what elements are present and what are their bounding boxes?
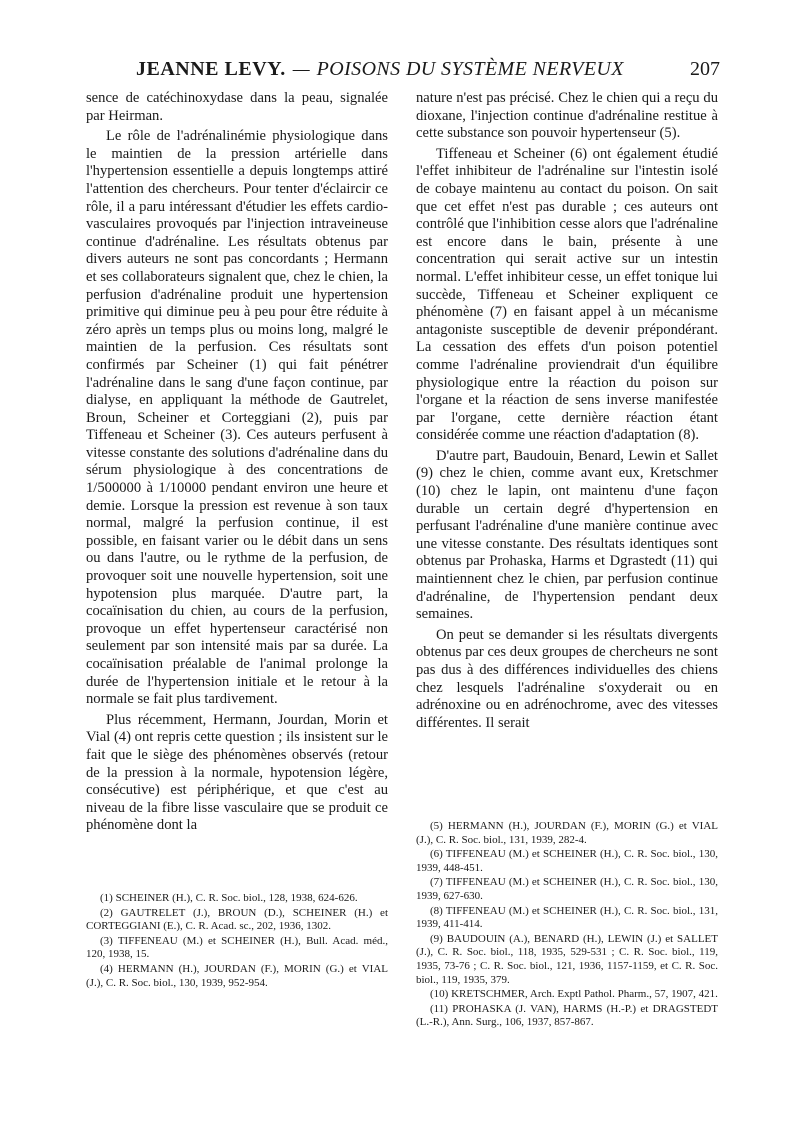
footnote: (2) GAUTRELET (J.), BROUN (D.), SCHEINER (H.) et CORTEGGIANI (E.), C. R. Acad. sc., 202, 1936, 1302. bbox=[86, 906, 388, 933]
header-title: POISONS DU SYSTÈME NERVEUX bbox=[316, 58, 624, 80]
left-column bbox=[86, 90, 388, 835]
page-number: 207 bbox=[690, 58, 720, 80]
header-author: JEANNE LEVY. bbox=[136, 58, 286, 80]
left-footnotes bbox=[86, 892, 388, 990]
paragraph: sence de catéchinoxydase dans la peau, signalée par Heirman. bbox=[86, 90, 388, 124]
footnote: (10) KRETSCHMER, Arch. Exptl Pathol. Pharm., 57, 1907, 421. bbox=[430, 988, 718, 1001]
footnote: (4) HERMANN (H.), JOURDAN (F.), MORIN (G.) et VIAL (J.), C. R. Soc. biol., 130, 1939, 952-954. bbox=[86, 962, 388, 989]
footnote: (9) BAUDOUIN (A.), BENARD (H.), LEWIN (J.) et SALLET (J.), C. R. Soc. biol., 118, 1935, 529-531 ; C. R. Soc. biol., 119, 1935, 73-76 ; C. R. Soc. biol., 121, 1936, 1157-1159, et C. R. Soc. biol., 119, 1935, 379. bbox=[416, 932, 718, 986]
footnote: (1) SCHEINER (H.), C. R. Soc. biol., 128, 1938, 624-626. bbox=[100, 892, 358, 904]
footnote: (6) TIFFENEAU (M.) et SCHEINER (H.), C. R. Soc. biol., 130, 1939, 448-451. bbox=[416, 848, 718, 874]
footnote: (11) PROHASKA (J. VAN), HARMS (H.-P.) et DRAGSTEDT (L.-R.), Ann. Surg., 106, 1937, 857-867. bbox=[416, 1002, 718, 1029]
header-separator: — bbox=[292, 59, 310, 80]
paragraph: On peut se demander si les résultats divergents obtenus par ces deux groupes de chercheurs ne sont pas dus à des différences individuelles des chiens chez lesquels l'adrénaline s'oxyderait ou en adrénoxine ou en adrénochrome, avec des vitesses différentes. Il serait bbox=[416, 626, 718, 731]
right-footnotes bbox=[416, 820, 718, 1030]
running-header bbox=[136, 58, 720, 81]
footnote: (3) TIFFENEAU (M.) et SCHEINER (H.), Bull. Acad. méd., 120, 1938, 15. bbox=[86, 934, 388, 961]
footnote: (5) HERMANN (H.), JOURDAN (F.), MORIN (G.) et VIAL (J.), C. R. Soc. biol., 131, 1939, 282-4. bbox=[416, 820, 718, 846]
footnote: (8) TIFFENEAU (M.) et SCHEINER (H.), C. R. Soc. biol., 131, 1939, 411-414. bbox=[416, 904, 718, 931]
paragraph: Plus récemment, Hermann, Jourdan, Morin et Vial (4) ont repris cette question ; ils insistent sur le fait que le siège des phénomènes observés (retour de la pression à la normale, hypotension légère, consécutive) est périphérique, et que c'est au niveau de la fibre lisse vasculaire que se produit ce phénomène dont la bbox=[86, 711, 388, 834]
paragraph: D'autre part, Baudouin, Benard, Lewin et Sallet (9) chez le chien, comme avant eux, Kretschmer (10) chez le lapin, ont maintenu d'une façon durable un certain degré d'hypertension en perfusant l'adrénaline d'une manière continue avec une vitesse constante. Des résultats identiques sont obtenus par Prohaska, Harms et Dgrastedt (11) qui maintiennent chez le chien, par perfusion continue d'adrénaline, de l'hypertension pendant deux semaines. bbox=[416, 447, 718, 623]
paragraph: nature n'est pas précisé. Chez le chien qui a reçu du dioxane, l'injection continue d'adrénaline restitue à cette substance son pouvoir hypertenseur (5). bbox=[416, 90, 718, 142]
right-column bbox=[416, 90, 718, 732]
paragraph: Le rôle de l'adrénalinémie physiologique dans le maintien de la pression artérielle dans l'hypertension essentielle a depuis longtemps attiré l'attention des chercheurs. Pour tenter d'éclaircir ce rôle, il a paru intéressant d'étudier les effets cardio-vasculaires provoqués par l'injection intraveineuse continue d'adrénaline. Les résultats obtenus par divers auteurs ne sont pas concordants ; Hermann et ses collaborateurs signalent que, chez le chien, la perfusion d'adrénaline produit une hypertension primitive qui diminue peu à peu pour être réduite à zéro après un temps plus ou moins long, malgré le maintien de la perfusion. Ces résultats sont confirmés par Scheiner (1) qui fait pénétrer l'adrénaline dans le sang d'une façon continue, par dialyse, en appliquant la méthode de Gautrelet, Broun, Scheiner et Corteggiani (2), puis par Tiffeneau et Scheiner (3). Ces auteurs perfusent à vitesse constante des solutions d'adrénaline dans du sérum physiologique à des concentrations de 1/500000 à 1/10000 pendant environ une heure et demie. Lorsque la pression est revenue à son taux normal, malgré la perfusion continue, il est possible, en faisant varier ou le débit dans un sens ou dans l'autre, ou le rythme de la perfusion, de provoquer soit une nouvelle hypertension, soit une hypotension plus marquée. D'autre part, la cocaïnisation du chien, au cours de la perfusion, provoque un effet hypertenseur caractérisé non seulement par son intensité mais par sa durée. La cocaïnisation préalable de l'animal prolonge la durée de l'hypertension initiale et le retour à la normale se fait plus tardivement. bbox=[86, 128, 388, 708]
paragraph: Tiffeneau et Scheiner (6) ont également étudié l'effet inhibiteur de l'adrénaline sur l'intestin isolé de cobaye maintenu au contact du poison. On sait que cet effet n'est pas durable ; ces auteurs ont contrôlé que l'inhibition cesse alors que l'adrénaline est encore dans le bain, présente à une concentration qui serait active sur un intestin normal. L'effet inhibiteur cesse, un effet tonique lui succède, Tiffeneau et Scheiner expliquent ce phénomène (7) en faisant appel à un mécanisme antagoniste susceptible de devenir prépondérant. La cessation des effets d'un poison potentiel comme l'adrénaline proviendrait d'un équilibre physiologique entre la réaction du poison sur l'organe et la réaction de sens inverse manifestée par l'organe, cette dernière réaction étant considérée comme une réaction d'adaptation (8). bbox=[416, 145, 718, 444]
footnote: (7) TIFFENEAU (M.) et SCHEINER (H.), C. R. Soc. biol., 130, 1939, 627-630. bbox=[416, 876, 718, 902]
